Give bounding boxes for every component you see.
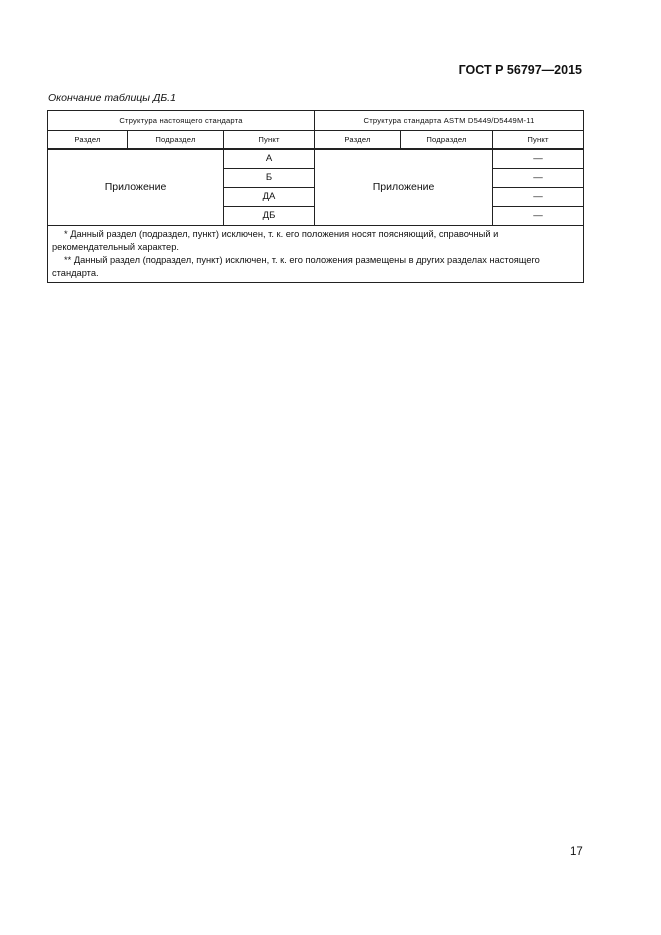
appendix-cell-right: Приложение <box>315 149 493 226</box>
structure-table <box>47 110 584 283</box>
column-header-point-left: Пункт <box>224 131 315 149</box>
point-cell-left: ДА <box>224 187 315 206</box>
point-cell-right: — <box>493 149 584 169</box>
appendix-cell-left: Приложение <box>48 149 224 226</box>
group-header-astm-standard: Структура стандарта ASTM D5449/D5449M-11 <box>315 111 584 131</box>
point-cell-right: — <box>493 206 584 225</box>
page-number: 17 <box>570 846 583 858</box>
point-cell-left: Б <box>224 168 315 187</box>
point-cell-left: А <box>224 149 315 169</box>
column-header-subsection-right: Подраздел <box>401 131 493 149</box>
footnote-2: ** Данный раздел (подраздел, пункт) исключен, т. к. его положения размещены в других разделах настоящего стандарта. <box>52 254 540 278</box>
point-cell-right: — <box>493 187 584 206</box>
column-header-section-left: Раздел <box>48 131 128 149</box>
table-row <box>48 149 584 169</box>
column-header-point-right: Пункт <box>493 131 584 149</box>
document-code: ГОСТ Р 56797—2015 <box>458 63 582 77</box>
column-header-section-right: Раздел <box>315 131 401 149</box>
footnote-1: * Данный раздел (подраздел, пункт) исключен, т. к. его положения носят поясняющий, справочный и рекомендательный характер. <box>52 228 499 252</box>
group-header-current-standard: Структура настоящего стандарта <box>48 111 315 131</box>
table-caption: Окончание таблицы ДБ.1 <box>48 92 176 104</box>
table-footnotes <box>48 225 584 282</box>
point-cell-right: — <box>493 168 584 187</box>
point-cell-left: ДБ <box>224 206 315 225</box>
column-header-subsection-left: Подраздел <box>128 131 224 149</box>
